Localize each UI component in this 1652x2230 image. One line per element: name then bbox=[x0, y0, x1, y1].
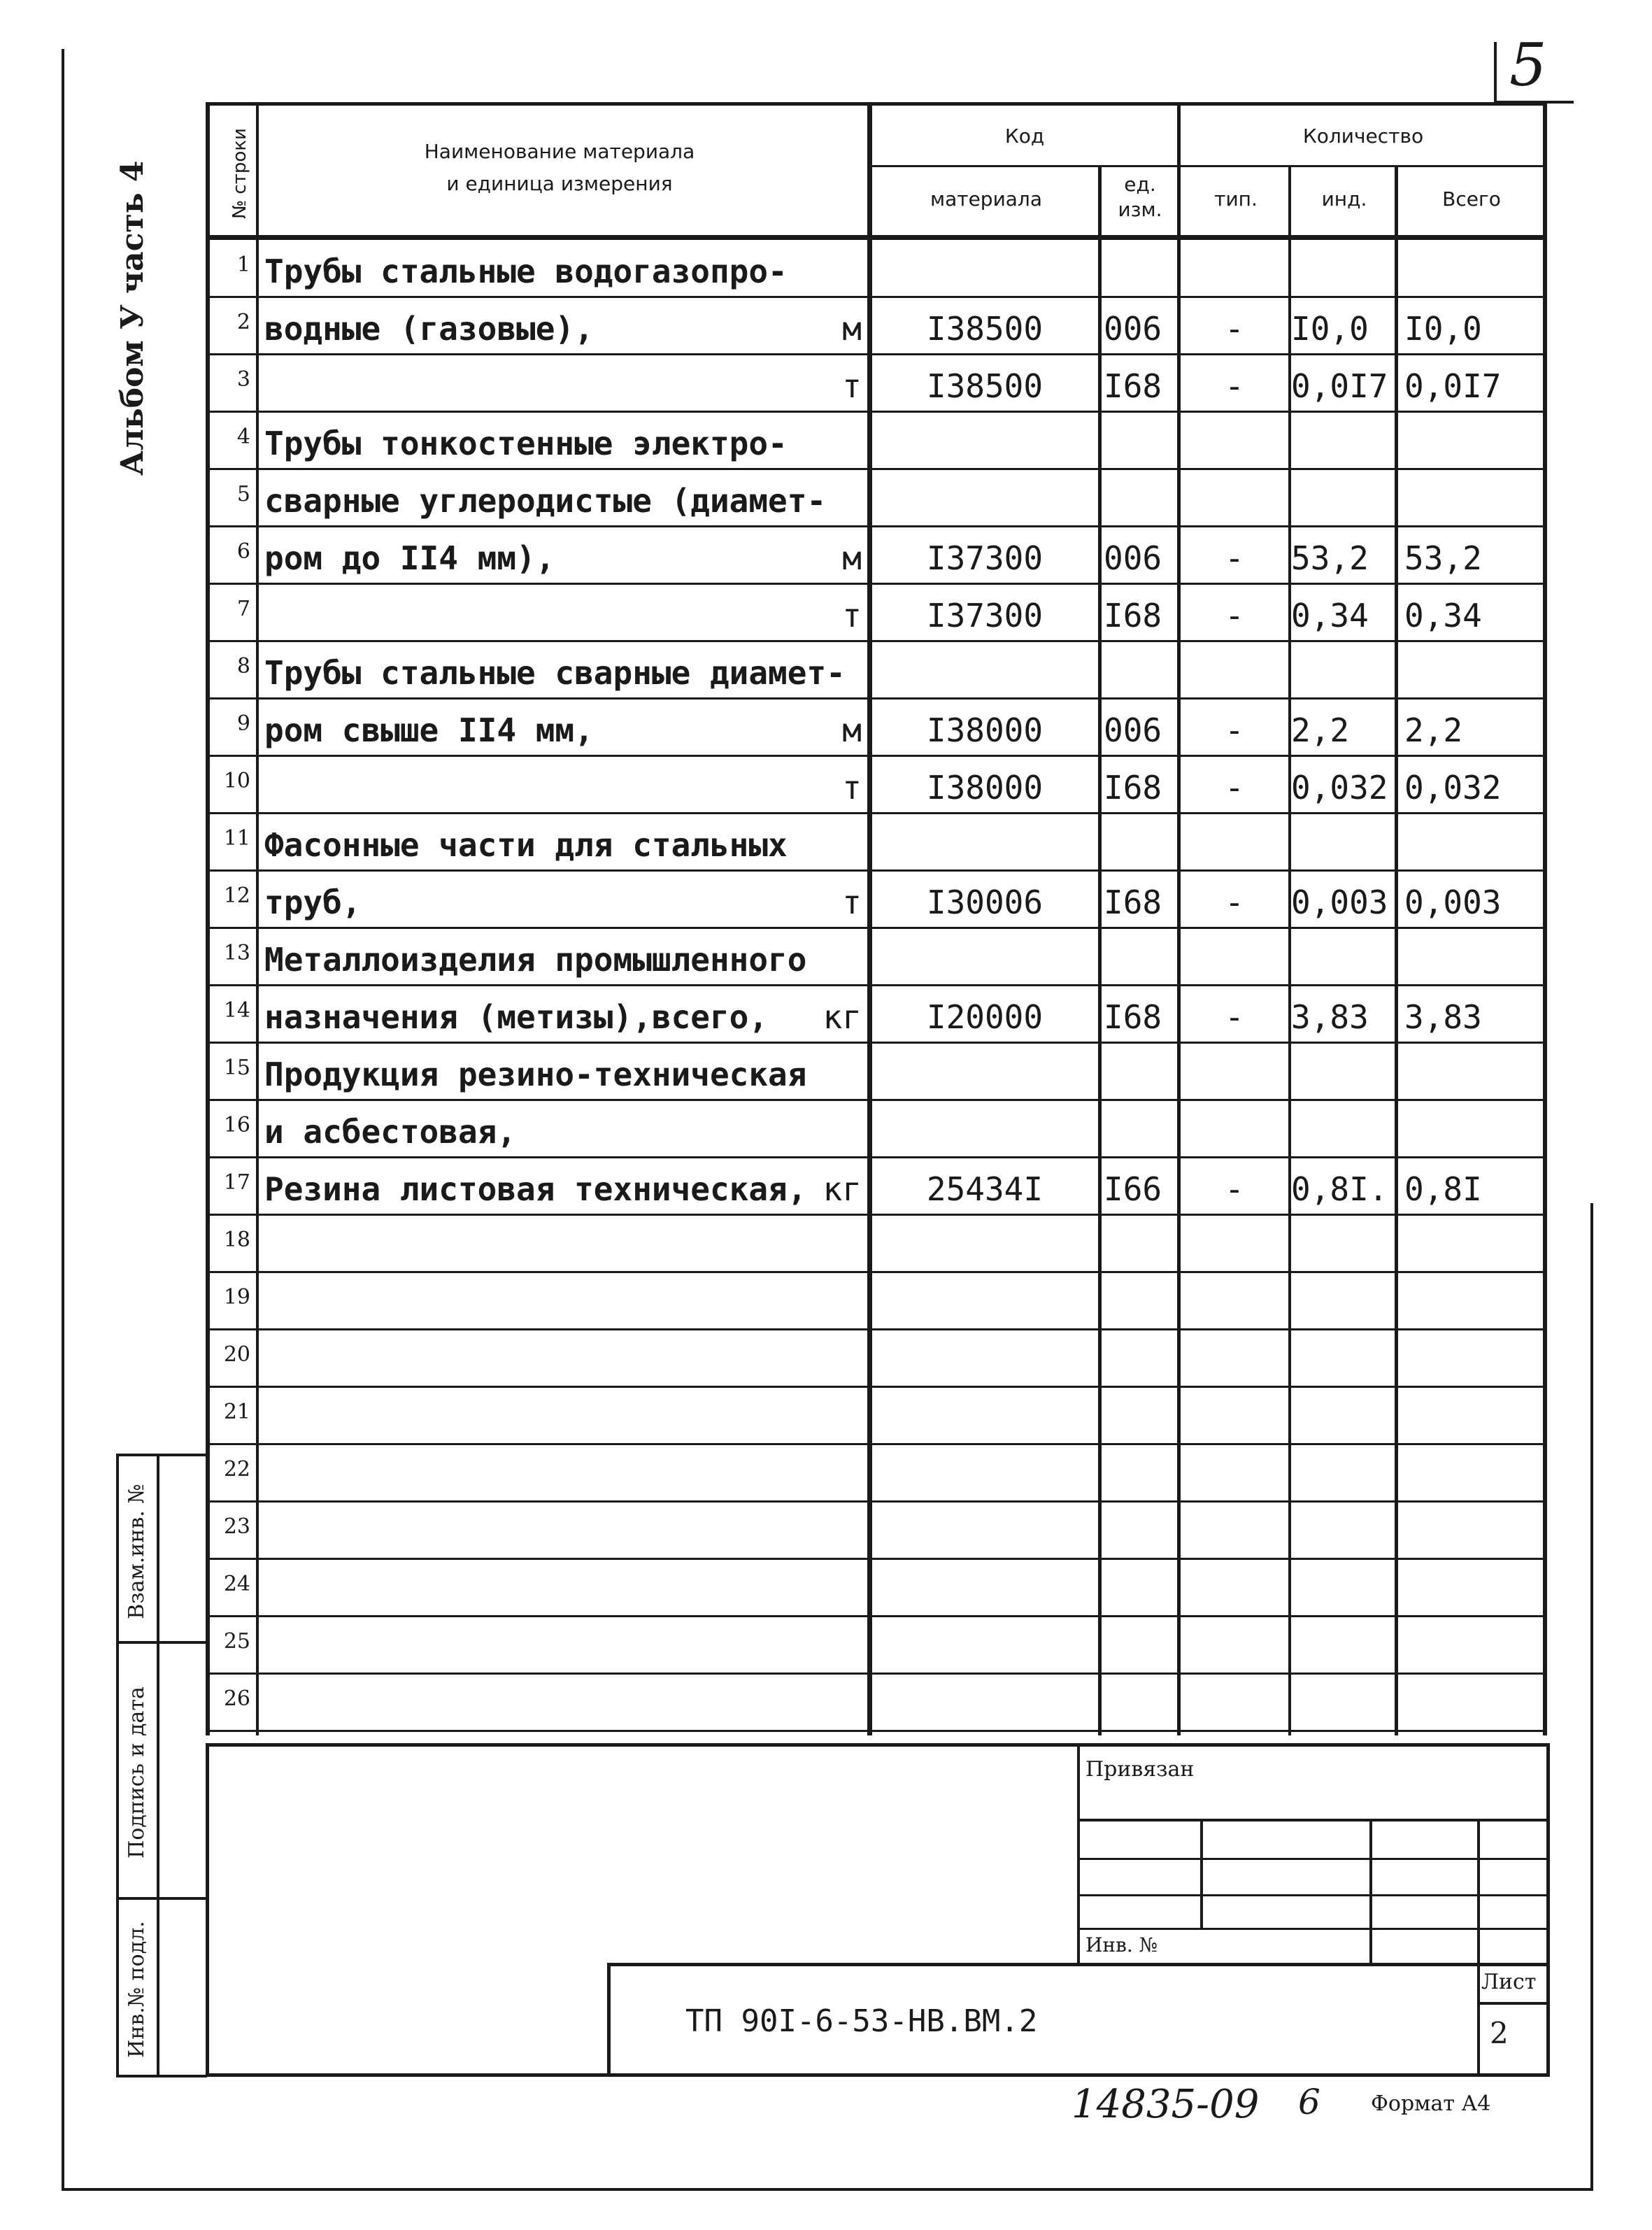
cell-total: 53,2 bbox=[1404, 539, 1482, 577]
sheet-row-divider bbox=[1477, 2002, 1550, 2005]
cell-typ: - bbox=[1225, 711, 1244, 749]
row-bottom-line bbox=[206, 869, 1546, 872]
cell-total: 3,83 bbox=[1404, 998, 1482, 1036]
row-bottom-line bbox=[206, 984, 1546, 986]
row-bottom-line bbox=[206, 1156, 1546, 1158]
cell-name: водные (газовые), bbox=[264, 310, 594, 348]
handwritten-number: 14835-09 bbox=[1071, 2082, 1260, 2127]
cell-ed: I68 bbox=[1104, 883, 1162, 921]
inv-no-label: Инв. № bbox=[1085, 1933, 1158, 1956]
row-bottom-line bbox=[206, 1328, 1546, 1330]
table-column-line bbox=[256, 102, 259, 1735]
header-subrow-divider bbox=[871, 165, 1546, 167]
row-number: 24 bbox=[223, 1572, 250, 1596]
row-number: 6 bbox=[236, 539, 250, 564]
cell-unit: кг bbox=[823, 1170, 862, 1208]
row-bottom-line bbox=[206, 468, 1546, 470]
cell-code: I38500 bbox=[926, 310, 1044, 348]
table-column-line bbox=[867, 102, 872, 1735]
row-bottom-line bbox=[206, 1730, 1546, 1732]
cell-code: I38500 bbox=[926, 367, 1044, 405]
side-stamp-bottom bbox=[116, 2075, 207, 2078]
row-number: 15 bbox=[223, 1056, 250, 1080]
cell-ind: 3,83 bbox=[1291, 998, 1369, 1036]
cell-ed: I68 bbox=[1104, 998, 1162, 1036]
header-name-line1: Наименование материала bbox=[424, 140, 695, 163]
header-code-unit: ед. изм. bbox=[1118, 173, 1162, 221]
cell-unit: т bbox=[842, 883, 862, 921]
table-column-line bbox=[1543, 102, 1547, 1735]
cell-total: I0,0 bbox=[1404, 310, 1482, 348]
cell-code: 25434I bbox=[926, 1170, 1044, 1208]
page-number: 5 bbox=[1509, 31, 1547, 99]
row-number: 4 bbox=[236, 425, 250, 449]
side-stamp-inner bbox=[157, 1454, 159, 2078]
privyazan-col2 bbox=[1369, 1819, 1372, 1966]
side-inv-podl: Инв.№ подл. bbox=[124, 1921, 149, 2058]
cell-typ: - bbox=[1225, 539, 1244, 577]
cell-name: назначения (метизы),всего, bbox=[264, 998, 769, 1036]
cell-name: Трубы стальные сварные диамет- bbox=[264, 654, 846, 692]
row-number: 23 bbox=[223, 1514, 250, 1539]
row-bottom-line bbox=[206, 583, 1546, 585]
cell-ind: 0,003 bbox=[1291, 883, 1388, 921]
cell-ind: 0,032 bbox=[1291, 769, 1388, 807]
cell-name: и асбестовая, bbox=[264, 1113, 517, 1151]
cell-typ: - bbox=[1225, 883, 1244, 921]
cell-total: 0,8I bbox=[1404, 1170, 1482, 1208]
frame-left-line bbox=[62, 49, 64, 2189]
cell-name: труб, bbox=[264, 883, 362, 921]
cell-name: Продукция резино-техническая bbox=[264, 1056, 807, 1093]
cell-name: Трубы стальные водогазопро- bbox=[264, 253, 788, 290]
row-bottom-line bbox=[206, 353, 1546, 355]
row-bottom-line bbox=[206, 697, 1546, 699]
page-corner-left bbox=[1494, 42, 1497, 104]
row-number: 17 bbox=[223, 1170, 250, 1195]
doc-box-top bbox=[607, 1963, 1550, 1966]
side-stamp-top bbox=[116, 1454, 207, 1456]
cell-ed: 006 bbox=[1104, 711, 1162, 749]
privyazan-col3 bbox=[1477, 1819, 1480, 1966]
side-podpis-data: Подпись и дата bbox=[124, 1686, 149, 1859]
cell-ind: 53,2 bbox=[1291, 539, 1369, 577]
cell-total: 0,34 bbox=[1404, 597, 1482, 634]
row-number: 13 bbox=[223, 941, 250, 965]
cell-ed: I68 bbox=[1104, 367, 1162, 405]
row-number: 21 bbox=[223, 1400, 250, 1424]
row-bottom-line bbox=[206, 1500, 1546, 1503]
sheet-number: 2 bbox=[1490, 2016, 1509, 2050]
row-bottom-line bbox=[206, 812, 1546, 814]
row-bottom-line bbox=[206, 1042, 1546, 1044]
cell-total: 0,0I7 bbox=[1404, 367, 1502, 405]
row-number: 14 bbox=[223, 998, 250, 1023]
format-label: Формат А4 bbox=[1371, 2091, 1491, 2116]
cell-name: Резина листовая техническая, bbox=[264, 1170, 807, 1208]
doc-box-left bbox=[607, 1963, 611, 2076]
cell-name: сварные углеродистые (диамет- bbox=[264, 482, 827, 520]
row-bottom-line bbox=[206, 1558, 1546, 1560]
cell-ed: 006 bbox=[1104, 310, 1162, 348]
cell-ind: 0,8I. bbox=[1291, 1170, 1388, 1208]
row-bottom-line bbox=[206, 755, 1546, 757]
cell-code: I20000 bbox=[926, 998, 1044, 1036]
row-bottom-line bbox=[206, 1443, 1546, 1445]
title-bottom bbox=[206, 2073, 1550, 2077]
sheet-label: Лист bbox=[1481, 1970, 1537, 1994]
cell-ind: 2,2 bbox=[1291, 711, 1350, 749]
cell-unit: т bbox=[842, 769, 862, 807]
row-bottom-line bbox=[206, 411, 1546, 413]
frame-bottom-line bbox=[62, 2188, 1593, 2191]
row-bottom-line bbox=[206, 1672, 1546, 1675]
title-right bbox=[1546, 1743, 1550, 2076]
row-bottom-line bbox=[206, 927, 1546, 929]
cell-name: Металлоизделия промышленного bbox=[264, 941, 807, 979]
cell-ed: I66 bbox=[1104, 1170, 1162, 1208]
row-number: 9 bbox=[236, 711, 250, 736]
row-bottom-line bbox=[206, 640, 1546, 642]
row-number: 7 bbox=[236, 597, 250, 621]
header-qty-ind: инд. bbox=[1321, 187, 1367, 211]
privyazan-col1 bbox=[1200, 1819, 1203, 1929]
cell-typ: - bbox=[1225, 310, 1244, 348]
header-row-no: № строки bbox=[229, 128, 250, 219]
header-code: Код bbox=[1004, 125, 1045, 148]
row-number: 26 bbox=[223, 1686, 250, 1711]
row-bottom-line bbox=[206, 1099, 1546, 1101]
cell-code: I30006 bbox=[926, 883, 1044, 921]
cell-unit: т bbox=[842, 367, 862, 405]
cell-name: ром до II4 мм), bbox=[264, 539, 555, 577]
row-bottom-line bbox=[206, 1386, 1546, 1388]
row-number: 8 bbox=[236, 654, 250, 679]
doc-code: ТП 90I-6-53-НВ.ВМ.2 bbox=[685, 2003, 1038, 2039]
cell-unit: кг bbox=[823, 998, 862, 1036]
row-number: 2 bbox=[236, 310, 250, 334]
privyazan-left bbox=[1077, 1743, 1080, 1966]
sheet-col-left bbox=[1477, 1963, 1480, 2076]
header-name-line2: и единица измерения bbox=[446, 172, 673, 195]
row-number: 11 bbox=[223, 826, 250, 851]
cell-name: ром свыше II4 мм, bbox=[264, 711, 594, 749]
cell-total: 2,2 bbox=[1404, 711, 1463, 749]
cell-ind: 0,0I7 bbox=[1291, 367, 1388, 405]
row-number: 12 bbox=[223, 883, 250, 908]
table-column-line bbox=[206, 102, 210, 1735]
table-column-line bbox=[1177, 102, 1181, 1735]
cell-ed: 006 bbox=[1104, 539, 1162, 577]
cell-code: I38000 bbox=[926, 769, 1044, 807]
cell-name: Трубы тонкостенные электро- bbox=[264, 425, 788, 462]
cell-total: 0,032 bbox=[1404, 769, 1502, 807]
header-code-material: материала bbox=[930, 187, 1042, 211]
side-stamp-mid2 bbox=[116, 1897, 207, 1900]
cell-typ: - bbox=[1225, 597, 1244, 634]
title-top bbox=[206, 1743, 1550, 1747]
row-number: 3 bbox=[236, 367, 250, 392]
header-quantity: Количество bbox=[1302, 125, 1424, 148]
row-number: 22 bbox=[223, 1457, 250, 1482]
table-header-bottom bbox=[206, 235, 1546, 240]
cell-ed: I68 bbox=[1104, 769, 1162, 807]
cell-total: 0,003 bbox=[1404, 883, 1502, 921]
row-number: 20 bbox=[223, 1342, 250, 1367]
row-bottom-line bbox=[206, 525, 1546, 527]
cell-typ: - bbox=[1225, 367, 1244, 405]
cell-code: I37300 bbox=[926, 597, 1044, 634]
row-bottom-line bbox=[206, 1271, 1546, 1273]
privyazan-label: Привязан bbox=[1085, 1757, 1195, 1782]
row-number: 10 bbox=[223, 769, 250, 793]
row-number: 16 bbox=[223, 1113, 250, 1137]
table-top-border bbox=[206, 102, 1546, 106]
cell-ind: 0,34 bbox=[1291, 597, 1369, 634]
title-outer-left bbox=[206, 1743, 209, 2076]
cell-unit: м bbox=[842, 310, 862, 348]
album-label: Альбом У часть 4 bbox=[115, 160, 150, 476]
cell-ed: I68 bbox=[1104, 597, 1162, 634]
handwritten-sheet: 6 bbox=[1298, 2082, 1320, 2122]
row-bottom-line bbox=[206, 1214, 1546, 1216]
cell-unit: т bbox=[842, 597, 862, 634]
row-number: 5 bbox=[236, 482, 250, 506]
row-bottom-line bbox=[206, 296, 1546, 298]
side-vzam-inv: Взам.инв. № bbox=[124, 1484, 149, 1619]
header-qty-total: Всего bbox=[1442, 187, 1501, 211]
cell-typ: - bbox=[1225, 769, 1244, 807]
cell-typ: - bbox=[1225, 998, 1244, 1036]
row-number: 18 bbox=[223, 1228, 250, 1252]
cell-unit: м bbox=[842, 711, 862, 749]
row-number: 1 bbox=[236, 253, 250, 277]
cell-ind: I0,0 bbox=[1291, 310, 1369, 348]
row-number: 19 bbox=[223, 1285, 250, 1309]
frame-right-line bbox=[1590, 1203, 1593, 2189]
header-qty-type: тип. bbox=[1214, 187, 1258, 211]
cell-code: I38000 bbox=[926, 711, 1044, 749]
row-number: 25 bbox=[223, 1629, 250, 1654]
cell-code: I37300 bbox=[926, 539, 1044, 577]
cell-name: Фасонные части для стальных bbox=[264, 826, 788, 864]
cell-typ: - bbox=[1225, 1170, 1244, 1208]
cell-unit: м bbox=[842, 539, 862, 577]
row-bottom-line bbox=[206, 1615, 1546, 1617]
